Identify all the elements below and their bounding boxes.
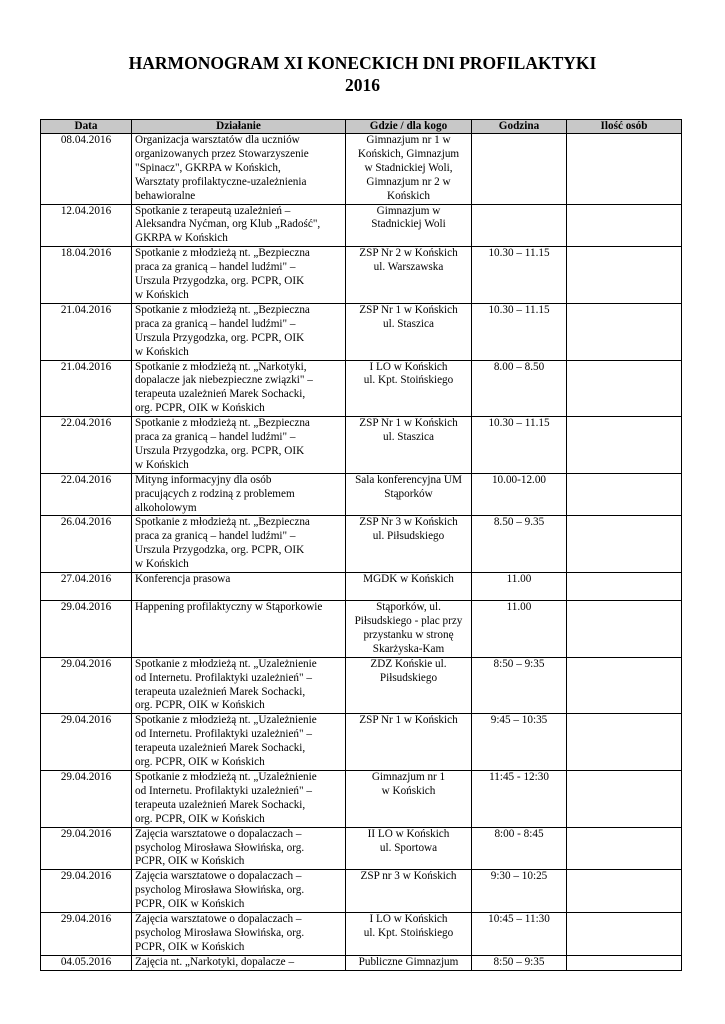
cell-activity-line: terapeuta uzależnień Marek Sochacki, [135, 798, 306, 811]
cell-activity-line: Spotkanie z młodzieżą nt. „Uzależnienie [135, 657, 317, 670]
cell-where-line: ZDZ Końskie ul. [370, 657, 447, 670]
cell-where-line: Sala konferencyjna UM [355, 473, 462, 486]
cell-count [567, 516, 682, 573]
cell-activity-line: w Końskich [135, 458, 189, 471]
page-title [0, 52, 725, 96]
table-row [41, 516, 682, 573]
header-date: Data [41, 120, 132, 134]
cell-time: 9:45 – 10:35 [472, 714, 567, 771]
cell-count [567, 870, 682, 913]
cell-activity-line: Urszula Przygodzka, org. PCPR, OIK [135, 544, 305, 557]
cell-where-line: Piłsudskiego [379, 671, 438, 684]
cell-where-line: Stadnickiej Woli [371, 218, 446, 231]
cell-time: 9:30 – 10:25 [472, 870, 567, 913]
cell-time: 11.00 [472, 601, 567, 658]
cell-activity-line: Organizacja warsztatów dla uczniów [135, 134, 300, 146]
cell-where-line: Skarżyska-Kam [372, 642, 445, 655]
table-row [41, 870, 682, 913]
cell-count [567, 303, 682, 360]
cell-date: 04.05.2016 [41, 955, 132, 970]
cell-activity-line: Zajęcia warsztatowe o dopalaczach – [135, 827, 302, 840]
cell-date: 29.04.2016 [41, 870, 132, 913]
cell-count [567, 204, 682, 247]
cell-time: 8.00 – 8.50 [472, 360, 567, 417]
cell-count [567, 827, 682, 870]
cell-where-line: Stąporków, ul. [376, 601, 441, 614]
cell-count [567, 573, 682, 601]
cell-activity-line: PCPR, OIK w Końskich [135, 940, 245, 953]
cell-activity [132, 516, 346, 573]
cell-activity-line: Spotkanie z terapeutą uzależnień – [135, 204, 291, 217]
cell-where-line: w Stadnickiej Woli, [364, 161, 453, 174]
cell-activity-line: praca za granicą – handel ludźmi" – [135, 431, 296, 444]
cell-activity-line: Spotkanie z młodzieżą nt. „Uzależnienie [135, 714, 317, 727]
cell-where [346, 770, 472, 827]
table-row [41, 657, 682, 714]
cell-activity-line: pracujących z rodziną z problemem [135, 487, 295, 500]
cell-where-line: Gimnazjum nr 2 w [366, 175, 451, 188]
cell-activity-line: Spotkanie z młodzieżą nt. „Bezpieczna [135, 516, 310, 529]
cell-activity [132, 473, 346, 516]
cell-date: 27.04.2016 [41, 573, 132, 601]
cell-activity-line: terapeuta uzależnień Marek Sochacki, [135, 742, 306, 755]
cell-count [567, 657, 682, 714]
cell-date: 22.04.2016 [41, 417, 132, 474]
cell-count [567, 247, 682, 304]
cell-where [346, 204, 472, 247]
cell-where-line: ul. Kpt. Stoińskiego [363, 374, 454, 387]
schedule-table [40, 119, 682, 971]
cell-where-line: ul. Staszica [383, 431, 434, 444]
cell-activity-line: od Internetu. Profilaktyki uzależnień" – [135, 784, 312, 797]
cell-date: 08.04.2016 [41, 134, 132, 205]
table-row [41, 417, 682, 474]
cell-where-line: Stąporków [384, 487, 433, 500]
cell-where [346, 303, 472, 360]
cell-time: 11.00 [472, 573, 567, 601]
cell-where-line: ZSP Nr 1 w Końskich [359, 714, 458, 727]
cell-where-line: ZSP Nr 1 w Końskich [359, 303, 458, 316]
cell-where-line: ZSP Nr 3 w Końskich [359, 516, 458, 529]
cell-where [346, 955, 472, 970]
cell-where-line: Końskich, Gimnazjum [357, 147, 460, 160]
cell-activity [132, 601, 346, 658]
cell-date: 29.04.2016 [41, 770, 132, 827]
cell-where [346, 913, 472, 956]
header-activity: Działanie [132, 120, 346, 134]
cell-date: 12.04.2016 [41, 204, 132, 247]
title-line-2: 2016 [345, 75, 380, 95]
cell-activity-line: Urszula Przygodzka, org. PCPR, OIK [135, 444, 305, 457]
cell-activity-line: Spotkanie z młodzieżą nt. „Bezpieczna [135, 303, 310, 316]
table-row [41, 601, 682, 658]
cell-where [346, 573, 472, 601]
cell-where-line: Publiczne Gimnazjum [358, 955, 459, 968]
cell-time: 8:50 – 9:35 [472, 955, 567, 970]
cell-activity-line: Spotkanie z młodzieżą nt. „Uzależnienie [135, 770, 317, 783]
cell-activity-line: praca za granicą – handel ludźmi" – [135, 261, 296, 274]
cell-time [472, 204, 567, 247]
cell-where-line: I LO w Końskich [369, 913, 448, 926]
cell-activity-line: Zajęcia nt. „Narkotyki, dopalacze – [135, 955, 295, 968]
cell-activity-line: PCPR, OIK w Końskich [135, 855, 245, 868]
cell-activity [132, 247, 346, 304]
cell-where [346, 360, 472, 417]
cell-activity-line: Zajęcia warsztatowe o dopalaczach – [135, 870, 302, 883]
cell-activity-line: psycholog Mirosława Słowińska, org. [135, 884, 305, 897]
cell-activity-line: dopalacze jak niebezpieczne związki" – [135, 374, 313, 387]
cell-count [567, 770, 682, 827]
cell-activity-line: Konferencja prasowa [135, 573, 231, 586]
table-row [41, 360, 682, 417]
cell-activity [132, 870, 346, 913]
table-row [41, 573, 682, 601]
table-row [41, 913, 682, 956]
cell-where [346, 827, 472, 870]
cell-activity-line: Aleksandra Nyćman, org Klub „Radość", [135, 218, 321, 231]
cell-count [567, 955, 682, 970]
cell-activity-line: Spotkanie z młodzieżą nt. „Bezpieczna [135, 417, 310, 430]
cell-where-line: MGDK w Końskich [363, 573, 454, 586]
cell-where [346, 473, 472, 516]
table-body [41, 134, 682, 971]
cell-date: 29.04.2016 [41, 714, 132, 771]
cell-date: 26.04.2016 [41, 516, 132, 573]
cell-activity-line: praca za granicą – handel ludźmi" – [135, 317, 296, 330]
cell-date: 18.04.2016 [41, 247, 132, 304]
cell-where-line: ZSP nr 3 w Końskich [360, 870, 457, 883]
cell-where [346, 714, 472, 771]
cell-where-line: ul. Piłsudskiego [372, 530, 445, 543]
cell-activity-line: Warsztaty profilaktyczne-uzależnienia [135, 175, 307, 188]
cell-activity-line: organizowanych przez Stowarzyszenie [135, 147, 309, 160]
cell-activity-line: Urszula Przygodzka, org. PCPR, OIK [135, 275, 305, 288]
cell-activity-line: w Końskich [135, 345, 189, 358]
cell-where [346, 870, 472, 913]
cell-activity [132, 303, 346, 360]
cell-time: 10.30 – 11.15 [472, 247, 567, 304]
cell-where-line: ZSP Nr 1 w Końskich [359, 417, 458, 430]
cell-where [346, 516, 472, 573]
cell-activity [132, 827, 346, 870]
cell-time: 10.30 – 11.15 [472, 417, 567, 474]
cell-activity-line: terapeuta uzależnień Marek Sochacki, [135, 685, 306, 698]
table-row [41, 827, 682, 870]
cell-activity-line: od Internetu. Profilaktyki uzależnień" – [135, 728, 312, 741]
cell-date: 22.04.2016 [41, 473, 132, 516]
cell-where-line: I LO w Końskich [369, 360, 448, 373]
cell-where-line: Gimnazjum w [376, 204, 441, 217]
cell-count [567, 714, 682, 771]
cell-date: 29.04.2016 [41, 601, 132, 658]
cell-where [346, 601, 472, 658]
cell-activity [132, 913, 346, 956]
cell-count [567, 360, 682, 417]
cell-activity-line: org. PCPR, OIK w Końskich [135, 402, 265, 415]
cell-where-line: ul. Sportowa [379, 841, 438, 854]
cell-where [346, 657, 472, 714]
cell-where-line: ZSP Nr 2 w Końskich [359, 247, 458, 260]
cell-time [472, 134, 567, 205]
cell-activity-line: org. PCPR, OIK w Końskich [135, 699, 265, 712]
cell-time: 8.50 – 9.35 [472, 516, 567, 573]
cell-count [567, 913, 682, 956]
cell-activity [132, 417, 346, 474]
cell-where-line: ul. Kpt. Stoińskiego [363, 926, 454, 939]
cell-activity-line: PCPR, OIK w Końskich [135, 898, 245, 911]
cell-count [567, 134, 682, 205]
cell-where-line: Gimnazjum nr 1 [371, 770, 446, 783]
cell-activity-line: GKRPA w Końskich [135, 232, 228, 245]
cell-activity-line: org. PCPR, OIK w Końskich [135, 756, 265, 769]
table-row [41, 247, 682, 304]
cell-activity-line: od Internetu. Profilaktyki uzależnień" – [135, 671, 312, 684]
header-where: Gdzie / dla kogo [346, 120, 472, 134]
cell-activity-line: org. PCPR, OIK w Końskich [135, 812, 265, 825]
cell-where-line: Piłsudskiego - plac przy [354, 615, 463, 627]
cell-activity-line: psycholog Mirosława Słowińska, org. [135, 926, 305, 939]
cell-activity-line: w Końskich [135, 558, 189, 571]
cell-count [567, 473, 682, 516]
cell-activity [132, 204, 346, 247]
cell-time: 10.00-12.00 [472, 473, 567, 516]
cell-activity-line: "Spinacz", GKRPA w Końskich, [135, 161, 281, 174]
cell-activity [132, 770, 346, 827]
cell-where-line: przystanku w stronę [363, 628, 454, 641]
cell-activity [132, 657, 346, 714]
cell-activity [132, 134, 346, 205]
cell-time: 11:45 - 12:30 [472, 770, 567, 827]
table-row [41, 303, 682, 360]
table-row [41, 955, 682, 970]
cell-where-line: ul. Staszica [383, 317, 434, 330]
cell-activity [132, 714, 346, 771]
cell-activity-line: Mityng informacyjny dla osób [135, 473, 272, 486]
title-line-1: HARMONOGRAM XI KONECKICH DNI PROFILAKTYKI [128, 53, 597, 73]
cell-date: 29.04.2016 [41, 827, 132, 870]
cell-where-line: Gimnazjum nr 1 w [366, 134, 451, 146]
cell-date: 21.04.2016 [41, 303, 132, 360]
cell-where-line: ul. Warszawska [373, 261, 444, 274]
table-header-row [41, 120, 682, 134]
cell-where [346, 134, 472, 205]
table-row [41, 204, 682, 247]
header-count: Ilość osób [567, 120, 682, 134]
cell-count [567, 417, 682, 474]
cell-activity [132, 573, 346, 601]
cell-activity-line: behawioralne [135, 189, 196, 202]
cell-where [346, 417, 472, 474]
cell-activity-line: alkoholowym [135, 501, 197, 514]
cell-activity-line: psycholog Mirosława Słowińska, org. [135, 841, 305, 854]
cell-activity-line: Urszula Przygodzka, org. PCPR, OIK [135, 331, 305, 344]
cell-where-line: w Końskich [381, 784, 436, 797]
cell-where [346, 247, 472, 304]
table-row [41, 770, 682, 827]
cell-time: 8:50 – 9:35 [472, 657, 567, 714]
cell-date: 29.04.2016 [41, 913, 132, 956]
cell-activity-line: Spotkanie z młodzieżą nt. „Bezpieczna [135, 247, 310, 260]
cell-activity-line: Spotkanie z młodzieżą nt. „Narkotyki, [135, 360, 307, 373]
table-row [41, 134, 682, 205]
cell-date: 21.04.2016 [41, 360, 132, 417]
cell-time: 10:45 – 11:30 [472, 913, 567, 956]
header-time: Godzina [472, 120, 567, 134]
cell-time: 8:00 - 8:45 [472, 827, 567, 870]
cell-activity [132, 955, 346, 970]
cell-where-line: Końskich [387, 189, 430, 202]
cell-activity-line: Happening profilaktyczny w Stąporkowie [135, 601, 323, 614]
cell-activity [132, 360, 346, 417]
cell-activity-line: terapeuta uzależnień Marek Sochacki, [135, 388, 306, 401]
cell-activity-line: w Końskich [135, 288, 189, 301]
cell-time: 10.30 – 11.15 [472, 303, 567, 360]
cell-count [567, 601, 682, 658]
cell-activity-line: praca za granicą – handel ludźmi" – [135, 530, 296, 543]
cell-activity-line: Zajęcia warsztatowe o dopalaczach – [135, 913, 302, 926]
cell-date: 29.04.2016 [41, 657, 132, 714]
cell-where-line: II LO w Końskich [367, 827, 450, 840]
table-row [41, 714, 682, 771]
table-row [41, 473, 682, 516]
